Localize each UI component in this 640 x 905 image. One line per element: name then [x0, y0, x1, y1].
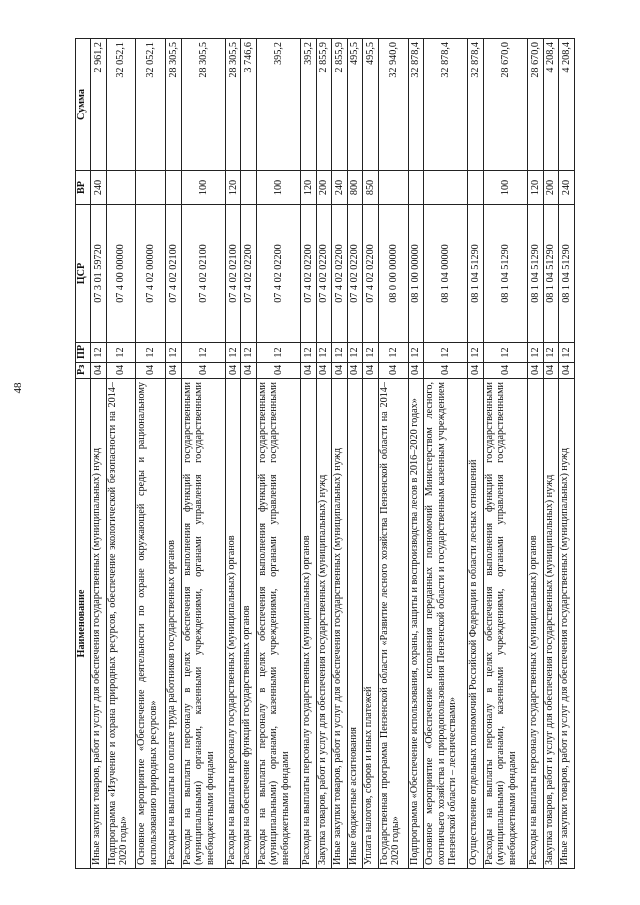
row-rz-cell: 04: [543, 363, 559, 379]
row-sum-cell: 2 855,9: [316, 39, 332, 171]
row-rz-cell: 04: [484, 363, 528, 379]
row-name-cell: Расходы на выплаты по оплате труда работников государственных органов: [166, 379, 182, 869]
table-row: [408, 39, 424, 869]
row-vr-cell: 200: [316, 171, 332, 205]
row-csr-cell: 07 4 02 00000: [136, 205, 166, 343]
row-pr-cell: 12: [559, 343, 575, 363]
row-name-cell: Подпрограмма «Обеспечение использования, охраны, защиты и воспроизводства лесов в 2016–2020 годах»: [408, 379, 424, 869]
row-csr-cell: 07 4 00 00000: [106, 205, 136, 343]
row-sum-cell: 4 208,4: [543, 39, 559, 171]
row-name-cell: Закупка товаров, работ и услуг для обеспечения государственных (муниципальных) нужд: [316, 379, 332, 869]
budget-table-container: [75, 39, 575, 869]
row-sum-cell: 32 878,4: [408, 39, 424, 171]
table-row: [347, 39, 363, 869]
row-vr-cell: 120: [301, 171, 317, 205]
row-csr-cell: 07 4 02 02200: [301, 205, 317, 343]
row-rz-cell: 04: [424, 363, 468, 379]
row-vr-cell: 800: [347, 171, 363, 205]
header-name: Наименование: [76, 379, 91, 869]
row-vr-cell: 100: [181, 171, 225, 205]
row-rz-cell: 04: [91, 363, 107, 379]
row-csr-cell: 08 0 00 00000: [378, 205, 408, 343]
row-csr-cell: 08 1 04 51290: [559, 205, 575, 343]
row-csr-cell: 07 4 02 02200: [241, 205, 257, 343]
row-name-cell: Расходы на выплаты персоналу государственных (муниципальных) органов: [225, 379, 241, 869]
row-pr-cell: 12: [301, 343, 317, 363]
table-row: [378, 39, 408, 869]
row-sum-cell: 32 878,4: [468, 39, 484, 171]
row-csr-cell: 07 3 01 59720: [91, 205, 107, 343]
row-name-cell: Иные закупки товаров, работ и услуг для обеспечения государственных (муниципальных) нужд: [559, 379, 575, 869]
row-sum-cell: 32 052,1: [106, 39, 136, 171]
row-csr-cell: 08 1 04 00000: [424, 205, 468, 343]
row-vr-cell: 240: [559, 171, 575, 205]
table-row: [468, 39, 484, 869]
row-name-cell: Осуществление отдельных полномочий Российской Федерации в области лесных отношений: [468, 379, 484, 869]
row-vr-cell: 240: [91, 171, 107, 205]
row-rz-cell: 04: [241, 363, 257, 379]
row-pr-cell: 12: [347, 343, 363, 363]
table-row: [363, 39, 379, 869]
row-name-cell: Подпрограмма «Изучение и охрана природных ресурсов, обеспечение экологической безопасности на 2014–2020 годы»: [106, 379, 136, 869]
table-row: [424, 39, 468, 869]
table-row: [528, 39, 544, 869]
row-name-cell: Основное мероприятие «Обеспечение исполнения переданных полномочий Министерством лесного, охотничьего хозяйства и природопользования Пензенской области и государственным казенным учреждением Пензенской области – лесничествами»: [424, 379, 468, 869]
row-csr-cell: 07 4 02 02100: [225, 205, 241, 343]
row-sum-cell: 32 052,1: [136, 39, 166, 171]
row-csr-cell: 07 4 02 02100: [166, 205, 182, 343]
table-row: [136, 39, 166, 869]
row-vr-cell: [136, 171, 166, 205]
row-pr-cell: 12: [424, 343, 468, 363]
row-pr-cell: 12: [484, 343, 528, 363]
row-name-cell: Иные бюджетные ассигнования: [347, 379, 363, 869]
table-row: [332, 39, 348, 869]
table-body: [91, 39, 575, 869]
row-vr-cell: [424, 171, 468, 205]
row-name-cell: Расходы на выплаты персоналу в целях обеспечения выполнения функций государственными (муниципальными) органами, казенными учреждениями, органами управления государственными внебюджетными фондами: [484, 379, 528, 869]
row-pr-cell: 12: [181, 343, 225, 363]
row-name-cell: Расходы на выплаты персоналу государственных (муниципальных) органов: [301, 379, 317, 869]
row-csr-cell: 07 4 02 02200: [257, 205, 301, 343]
row-pr-cell: 12: [106, 343, 136, 363]
row-pr-cell: 12: [332, 343, 348, 363]
row-name-cell: Иные закупки товаров, работ и услуг для обеспечения государственных (муниципальных) нужд: [91, 379, 107, 869]
row-pr-cell: 12: [241, 343, 257, 363]
row-sum-cell: 28 670,0: [528, 39, 544, 171]
row-pr-cell: 12: [468, 343, 484, 363]
row-rz-cell: 04: [181, 363, 225, 379]
row-csr-cell: 08 1 04 51290: [468, 205, 484, 343]
row-name-cell: Расходы на обеспечение функций государственных органов: [241, 379, 257, 869]
table-row: [257, 39, 301, 869]
row-vr-cell: 100: [484, 171, 528, 205]
row-vr-cell: 120: [225, 171, 241, 205]
row-vr-cell: 240: [332, 171, 348, 205]
row-rz-cell: 04: [166, 363, 182, 379]
row-name-cell: Уплата налогов, сборов и иных платежей: [363, 379, 379, 869]
row-rz-cell: 04: [559, 363, 575, 379]
row-csr-cell: 08 1 04 51290: [484, 205, 528, 343]
row-vr-cell: 120: [528, 171, 544, 205]
row-pr-cell: 12: [257, 343, 301, 363]
row-name-cell: Расходы на выплаты персоналу в целях обеспечения выполнения функций государственными (муниципальными) органами, казенными учреждениями, органами управления государственными внебюджетными фондами: [257, 379, 301, 869]
row-vr-cell: [241, 171, 257, 205]
row-sum-cell: 28 305,5: [181, 39, 225, 171]
row-name-cell: Расходы на выплаты персоналу государственных (муниципальных) органов: [528, 379, 544, 869]
row-pr-cell: 12: [166, 343, 182, 363]
row-sum-cell: 32 878,4: [424, 39, 468, 171]
row-sum-cell: 28 305,5: [166, 39, 182, 171]
row-vr-cell: [378, 171, 408, 205]
row-pr-cell: 12: [363, 343, 379, 363]
row-rz-cell: 04: [528, 363, 544, 379]
row-sum-cell: 395,2: [257, 39, 301, 171]
row-rz-cell: 04: [468, 363, 484, 379]
row-name-cell: Иные закупки товаров, работ и услуг для обеспечения государственных (муниципальных) нужд: [332, 379, 348, 869]
row-csr-cell: 07 4 02 02200: [347, 205, 363, 343]
row-vr-cell: [408, 171, 424, 205]
row-rz-cell: 04: [363, 363, 379, 379]
row-vr-cell: 100: [257, 171, 301, 205]
row-sum-cell: 495,5: [347, 39, 363, 171]
row-sum-cell: 495,5: [363, 39, 379, 171]
header-sum: Сумма: [76, 39, 91, 171]
row-name-cell: Закупка товаров, работ и услуг для обеспечения государственных (муниципальных) нужд: [543, 379, 559, 869]
row-rz-cell: 04: [301, 363, 317, 379]
row-pr-cell: 12: [543, 343, 559, 363]
row-name-cell: Расходы на выплаты персоналу в целях обеспечения выполнения функций государственными (муниципальными) органами, казенными учреждениями, органами управления государственными внебюджетными фондами: [181, 379, 225, 869]
table-row: [559, 39, 575, 869]
header-csr: ЦСР: [76, 205, 91, 343]
row-rz-cell: 04: [408, 363, 424, 379]
row-rz-cell: 04: [332, 363, 348, 379]
table-row: [181, 39, 225, 869]
table-row: [484, 39, 528, 869]
row-name-cell: Государственная программа Пензенской области «Развитие лесного хозяйства Пензенской области на 2014–2020 годы»: [378, 379, 408, 869]
row-csr-cell: 07 4 02 02100: [181, 205, 225, 343]
row-pr-cell: 12: [528, 343, 544, 363]
row-vr-cell: [166, 171, 182, 205]
table-row: [301, 39, 317, 869]
row-rz-cell: 04: [106, 363, 136, 379]
row-sum-cell: 32 940,0: [378, 39, 408, 171]
row-rz-cell: 04: [347, 363, 363, 379]
row-pr-cell: 12: [225, 343, 241, 363]
table-row: [543, 39, 559, 869]
row-vr-cell: [468, 171, 484, 205]
row-vr-cell: 200: [543, 171, 559, 205]
row-csr-cell: 07 4 02 02200: [316, 205, 332, 343]
row-sum-cell: 4 208,4: [559, 39, 575, 171]
table-row: [106, 39, 136, 869]
table-header-row: [76, 39, 91, 869]
row-sum-cell: 2 855,9: [332, 39, 348, 171]
row-name-cell: Основное мероприятие «Обеспечение деятельности по охране окружающей среды и рациональному использованию природных ресурсов»: [136, 379, 166, 869]
row-pr-cell: 12: [316, 343, 332, 363]
table-row: [166, 39, 182, 869]
row-csr-cell: 08 1 04 51290: [543, 205, 559, 343]
row-rz-cell: 04: [316, 363, 332, 379]
budget-table: [75, 38, 575, 869]
table-row: [316, 39, 332, 869]
row-sum-cell: 3 746,6: [241, 39, 257, 171]
table-row: [91, 39, 107, 869]
row-rz-cell: 04: [136, 363, 166, 379]
table-row: [225, 39, 241, 869]
row-vr-cell: [106, 171, 136, 205]
row-pr-cell: 12: [378, 343, 408, 363]
row-vr-cell: 850: [363, 171, 379, 205]
header-rz: Рз: [76, 363, 91, 379]
header-pr: ПР: [76, 343, 91, 363]
row-sum-cell: 2 961,2: [91, 39, 107, 171]
row-rz-cell: 04: [225, 363, 241, 379]
row-csr-cell: 07 4 02 02200: [363, 205, 379, 343]
row-rz-cell: 04: [378, 363, 408, 379]
page-number: 48: [12, 382, 24, 394]
row-csr-cell: 08 1 00 00000: [408, 205, 424, 343]
row-csr-cell: 08 1 04 51290: [528, 205, 544, 343]
header-vr: ВР: [76, 171, 91, 205]
table-row: [241, 39, 257, 869]
row-csr-cell: 07 4 02 02200: [332, 205, 348, 343]
row-pr-cell: 12: [408, 343, 424, 363]
row-rz-cell: 04: [257, 363, 301, 379]
row-pr-cell: 12: [91, 343, 107, 363]
row-sum-cell: 28 670,0: [484, 39, 528, 171]
row-sum-cell: 28 305,5: [225, 39, 241, 171]
row-sum-cell: 395,2: [301, 39, 317, 171]
row-pr-cell: 12: [136, 343, 166, 363]
